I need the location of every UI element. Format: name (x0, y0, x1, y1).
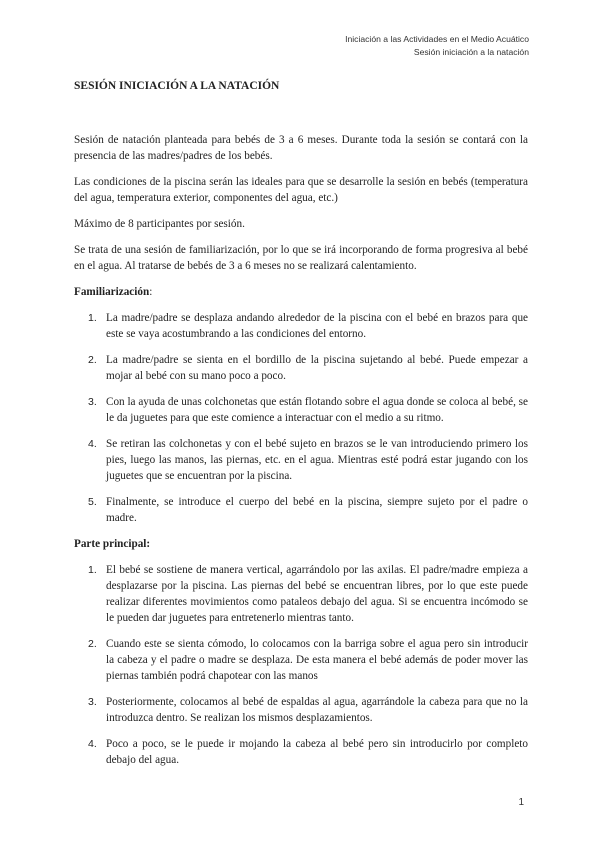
intro-paragraph: Máximo de 8 participantes por sesión. (74, 218, 245, 230)
list-item-text: Se retiran las colchonetas y con el bebé sujeto en brazos se le van introduciendo primero los pies, luego las manos, las piernas, etc. en el agua. Mientras esté podrá estar jugando con los juguetes que se encuentran por la piscina. (106, 438, 528, 482)
list-item-text: El bebé se sostiene de manera vertical, agarrándolo por las axilas. El padre/madre empieza a desplazarse por la piscina. Las piernas del bebé se encuentran libres, por lo que este puede realizar diferentes movimientos como pataleos debajo del agua. Si se encuentra incómodo se le pueden dar juguetes para entretenerlo mientras tanto. (106, 564, 528, 624)
intro-paragraph: Se trata de una sesión de familiarización, por lo que se irá incorporando de forma progresiva al bebé en el agua. Al tratarse de bebés de 3 a 6 meses no se realizará calentamiento. (74, 244, 528, 272)
list-item-text: Cuando este se sienta cómodo, lo colocamos con la barriga sobre el agua pero sin introducir la cabeza y el padre o madre se desplaza. De esta manera el bebé además de poder mover las piernas también podrá chapotear con las manos (106, 638, 528, 682)
document-title: SESIÓN INICIACIÓN A LA NATACIÓN (74, 80, 280, 92)
list-item-text: Posteriormente, colocamos al bebé de espaldas al agua, agarrándole la cabeza para que no la introduzca dentro. Se realizan los mismos desplazamientos. (106, 696, 528, 724)
header-session: Sesión iniciación a la natación (413, 47, 529, 57)
list-item (74, 494, 528, 526)
list-item (74, 436, 528, 484)
list-item-text: Poco a poco, se le puede ir mojando la cabeza al bebé pero sin introducirlo por completo debajo del agua. (106, 738, 528, 766)
list-item-number: 2. (88, 354, 97, 366)
familiarizacion-list (74, 310, 528, 526)
list-item-text: La madre/padre se desplaza andando alrededor de la piscina con el bebé en brazos para que este se vaya acostumbrando a las condiciones del entorno. (106, 312, 528, 340)
list-item (74, 310, 528, 342)
list-item (74, 636, 528, 684)
list-item (74, 394, 528, 426)
list-item-number: 4. (88, 738, 97, 750)
parte-principal-list (74, 562, 528, 768)
list-item-number: 3. (88, 696, 97, 708)
page-number: 1 (518, 797, 524, 808)
intro-paragraph: Sesión de natación planteada para bebés de 3 a 6 meses. Durante toda la sesión se contará con la presencia de las madres/padres de los bebés. (74, 134, 528, 162)
list-item (74, 694, 528, 726)
list-item (74, 562, 528, 626)
list-item-number: 1. (88, 564, 97, 576)
list-item-text: La madre/padre se sienta en el bordillo de la piscina sujetando al bebé. Puede empezar a mojar al bebé con su mano poco a poco. (106, 354, 528, 382)
intro-paragraph: Las condiciones de la piscina serán las ideales para que se desarrolle la sesión en bebés (temperatura del agua, temperatura exterior, componentes del agua, etc.) (74, 176, 528, 204)
list-item (74, 352, 528, 384)
list-item-number: 5. (88, 496, 97, 508)
list-item-number: 4. (88, 438, 97, 450)
header-course: Iniciación a las Actividades en el Medio Acuático (345, 34, 529, 44)
list-item (74, 736, 528, 768)
familiarizacion-heading (74, 284, 528, 300)
list-item-text: Finalmente, se introduce el cuerpo del bebé en la piscina, siempre sujeto por el padre o madre. (106, 496, 528, 524)
list-item-number: 3. (88, 396, 97, 408)
document-body (74, 78, 528, 778)
list-item-text: Con la ayuda de unas colchonetas que están flotando sobre el agua donde se coloca al bebé, se le da juguetes para que este comience a interactuar con el medio a su ritmo. (106, 396, 528, 424)
page-header (345, 33, 529, 59)
list-item-number: 2. (88, 638, 97, 650)
parte-principal-heading: Parte principal: (74, 538, 151, 550)
familiarizacion-heading-text: Familiarización (74, 286, 150, 298)
list-item-number: 1. (88, 312, 97, 324)
familiarizacion-heading-colon: : (149, 286, 153, 298)
